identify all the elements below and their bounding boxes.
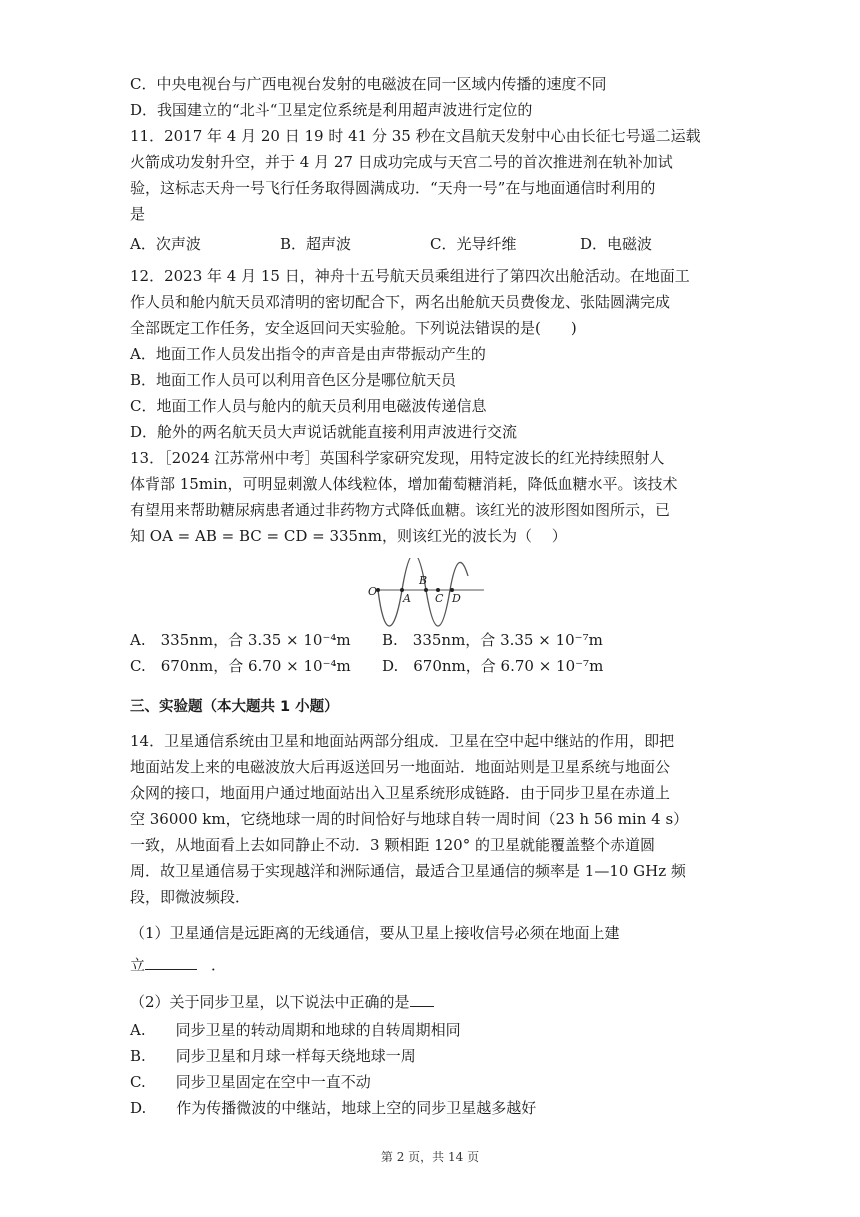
q11-option-b: B．超声波	[280, 235, 352, 253]
q13-stem-line-1: 13．［2024 江苏常州中考］英国科学家研究发现，用特定波长的红光持续照射人	[130, 449, 665, 467]
q14-stem-line-1: 14．卫星通信系统由卫星和地面站两部分组成．卫星在空中起中继站的作用，即把	[130, 732, 675, 750]
q14-sub1-period: ．	[211, 956, 227, 974]
answer-blank-2[interactable]	[410, 990, 434, 1007]
q14-sub2-text: （2）关于同步卫星，以下说法中正确的是	[130, 993, 410, 1011]
q14-stem-line-4: 空 36000 km，它绕地球一周的时间恰好与地球自转一周时间（23 h 56 min 4 s）	[130, 810, 689, 828]
q14-stem-line-5: 一致，从地面看上去如同静止不动．3 颗相距 120° 的卫星就能覆盖整个赤道圆	[130, 836, 655, 854]
q12-stem-line-3: 全部既定工作任务，安全返回问天实验舱。下列说法错误的是( )	[130, 319, 577, 337]
q12-stem-line-1: 12．2023 年 4 月 15 日，神舟十五号航天员乘组进行了第四次出舱活动。在地面工	[130, 267, 690, 285]
label-a: A	[403, 592, 411, 605]
q11-stem-line-2: 火箭成功发射升空，并于 4 月 27 日成功完成与天宫二号的首次推进剂在轨补加试	[130, 153, 673, 171]
q12-option-b: B．地面工作人员可以利用音色区分是哪位航天员	[130, 371, 457, 389]
section-3-heading: 三、实验题（本大题共 1 小题）	[130, 699, 339, 715]
q13-option-b: B. 335nm，合 3.35 × 10⁻⁷m	[382, 631, 603, 649]
q10-option-c: C．中央电视台与广西电视台发射的电磁波在同一区域内传播的速度不同	[130, 75, 607, 93]
q11-option-a: A．次声波	[130, 235, 201, 253]
q10-option-d: D．我国建立的“北斗“卫星定位系统是利用超声波进行定位的	[130, 101, 533, 119]
q13-stem-line-3: 有望用来帮助糖尿病患者通过非药物方式降低血糖。该红光的波形图如图所示，已	[130, 501, 671, 519]
q11-stem-line-1: 11．2017 年 4 月 20 日 19 时 41 分 35 秒在文昌航天发射中心由长征七号遥二运载	[130, 127, 701, 145]
q13-stem-line-4: 知 OA = AB = BC = CD = 335nm，则该红光的波长为（ ）	[130, 527, 567, 545]
q14-sub1-line-2	[130, 953, 226, 975]
q14-sub1-line-1: （1）卫星通信是远距离的无线通信，要从卫星上接收信号必须在地面上建	[130, 924, 620, 942]
page-footer: 第 2 页，共 14 页	[380, 1150, 480, 1164]
q12-option-d: D．舱外的两名航天员大声说话就能直接利用声波进行交流	[130, 423, 518, 441]
q12-option-a: A．地面工作人员发出指令的声音是由声带振动产生的	[130, 345, 486, 363]
q14-stem-line-3: 众网的接口，地面用户通过地面站出入卫星系统形成链路．由于同步卫星在赤道上	[130, 784, 671, 802]
answer-blank-1[interactable]	[145, 953, 197, 970]
q13-stem-line-2: 体背部 15min，可明显刺激人体线粒体，增加葡萄糖消耗，降低血糖水平。该技术	[130, 475, 678, 493]
label-d: D	[452, 592, 461, 605]
q14-stem-line-7: 段，即微波频段．	[130, 888, 251, 906]
point-b	[424, 588, 428, 592]
q11-option-d: D．电磁波	[580, 235, 653, 253]
q13-option-d: D. 670nm，合 6.70 × 10⁻⁷m	[382, 657, 604, 675]
q14-sub2-option-a: A. 同步卫星的转动周期和地球的自转周期相同	[130, 1021, 461, 1039]
q11-stem-line-3: 验，这标志天舟一号飞行任务取得圆满成功．“天舟一号”在与地面通信时利用的	[130, 179, 656, 197]
q14-sub2-option-b: B. 同步卫星和月球一样每天绕地球一周	[130, 1047, 416, 1065]
q14-sub2-stem	[130, 990, 434, 1012]
q12-stem-line-2: 作人员和舱内航天员邓清明的密切配合下，两名出舱航天员费俊龙、张陆圆满完成	[130, 293, 671, 311]
label-b: B	[419, 574, 428, 587]
q13-option-c: C. 670nm，合 6.70 × 10⁻⁴m	[130, 657, 351, 675]
red-light-waveform-figure	[366, 558, 490, 638]
q14-stem-line-6: 周．故卫星通信易于实现越洋和洲际通信，最适合卫星通信的频率是 1—10 GHz 频	[130, 862, 686, 880]
q11-option-c: C．光导纤维	[430, 235, 517, 253]
label-c: C	[435, 592, 444, 605]
q14-sub1-text: 立	[130, 956, 146, 974]
q12-option-c: C．地面工作人员与舱内的航天员利用电磁波传递信息	[130, 397, 487, 415]
label-o: O	[368, 585, 378, 598]
q11-stem-line-4: 是	[130, 205, 146, 223]
q13-option-a: A. 335nm，合 3.35 × 10⁻⁴m	[130, 631, 351, 649]
q14-sub2-option-d: D. 作为传播微波的中继站，地球上空的同步卫星越多越好	[130, 1099, 537, 1117]
q14-sub2-option-c: C. 同步卫星固定在空中一直不动	[130, 1073, 371, 1091]
q14-stem-line-2: 地面站发上来的电磁波放大后再返送回另一地面站．地面站则是卫星系统与地面公	[130, 758, 671, 776]
